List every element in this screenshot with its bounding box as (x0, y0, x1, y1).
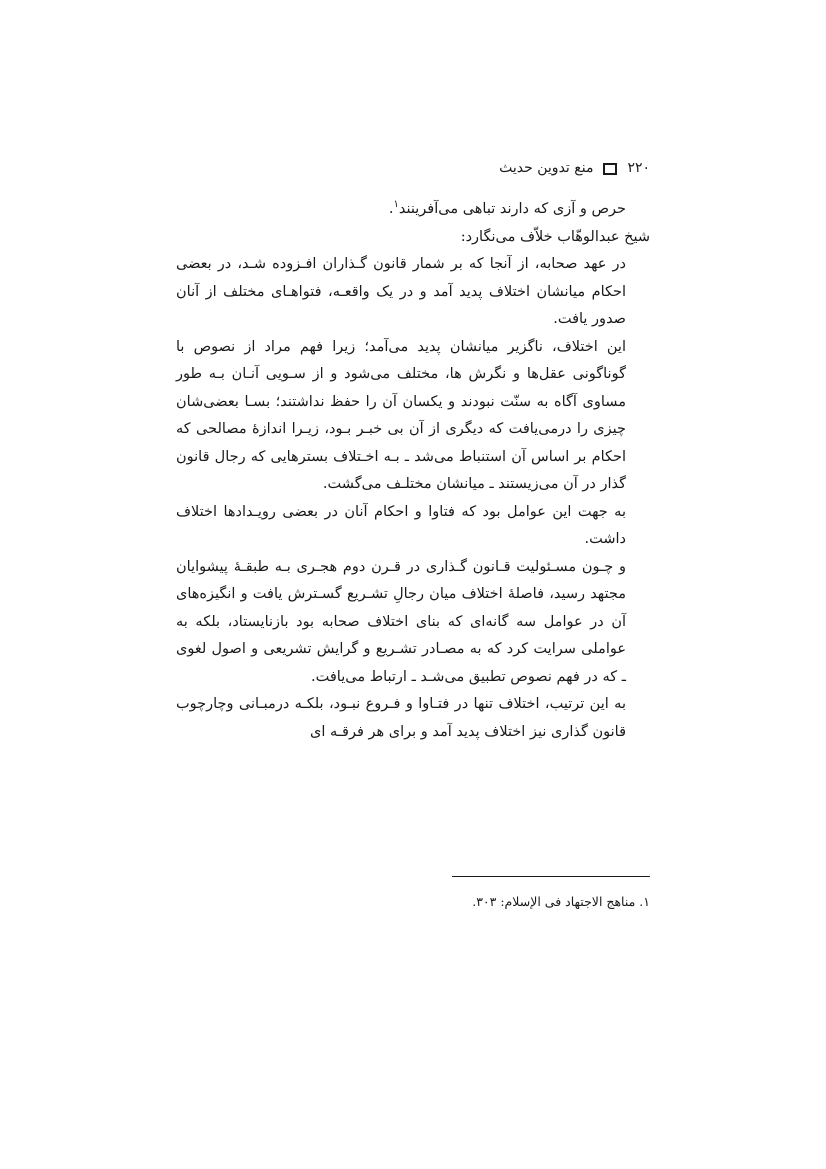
paragraph-3: به جهت این عوامل بود که فتاوا و احکام آنان در بعضی رویـدادها اختلاف داشت. (176, 503, 626, 547)
running-title: منع تدوین حدیث (499, 160, 594, 176)
page-body (176, 196, 650, 746)
paragraph-1: در عهد صحابه، از آنجا که بر شمار قانون گـذاران افـزوده شـد، در بعضی احکام میانشان اختلاف پدید آمد و در یک واقعـه، فتواهـای مختلف از آنان صدور یافت. (176, 256, 626, 327)
page-number: ۲۲۰ (627, 160, 650, 176)
footnote-marker: ۱ (393, 199, 399, 211)
quote-closing-line: حرص و آزی که دارند تباهی می‌آفرینند$^۱$. (388, 199, 626, 217)
footnote-divider (452, 876, 650, 877)
paragraph-5: به این ترتیب، اختلاف تنها در فتـاوا و فـروع نبـود، بلکـه درمبـانی وچارچوب قانون گذاری نیز اختلاف پدید آمد و برای هر فرقـه ای (176, 696, 626, 740)
square-bullet-icon (603, 163, 617, 175)
page-header (499, 158, 650, 178)
footnote-1: ۱. مناهج الاجتهاد فی الإسلام: ۳۰۳. (472, 894, 650, 909)
attribution-line: شیخ عبدالوهّاب خلاّف می‌نگارد: (460, 228, 650, 245)
paragraph-2: این اختلاف، ناگزیر میانشان پدید می‌آمد؛ زیرا فهم مراد از نصوص با گوناگونی عقل‌ها و نگرش ها، مختلف می‌شود و از سـویی آنـان بـه طور مساوی آگاه به سنّت نبودند و یکسان آن را حفظ نداشتند؛ بسـا بعضی‌شان چیزی را درمی‌یافت که دیگری از آن بی خبـر بـود، زیـرا اندازۀ مصالحی که احکام بر اساس آن استنباط می‌شد ـ بـه اخـتلاف بسترهایی که رجال قانون گذار در آن می‌زیستند ـ میانشان مختلـف می‌گشت. (176, 338, 626, 492)
quotation-block (176, 251, 650, 746)
paragraph-4: و چـون مسـئولیت قـانون گـذاری در قـرن دوم هجـری بـه طبقـۀ پیشوایان مجتهد رسید، فاصلۀ اختلاف میان رجالِ تشـریع گسـترش یافت و انگیزه‌های آن در عوامل سه گانه‌ای که بنای اختلاف صحابه بود بازنایستاد، بلکه به عواملی سرایت کرد که به مصـادر تشـریع و گرایش تشریعی و اصول لغوی ـ که در فهم نصوص تطبیق می‌شـد ـ ارتباط می‌یافت. (176, 558, 626, 685)
